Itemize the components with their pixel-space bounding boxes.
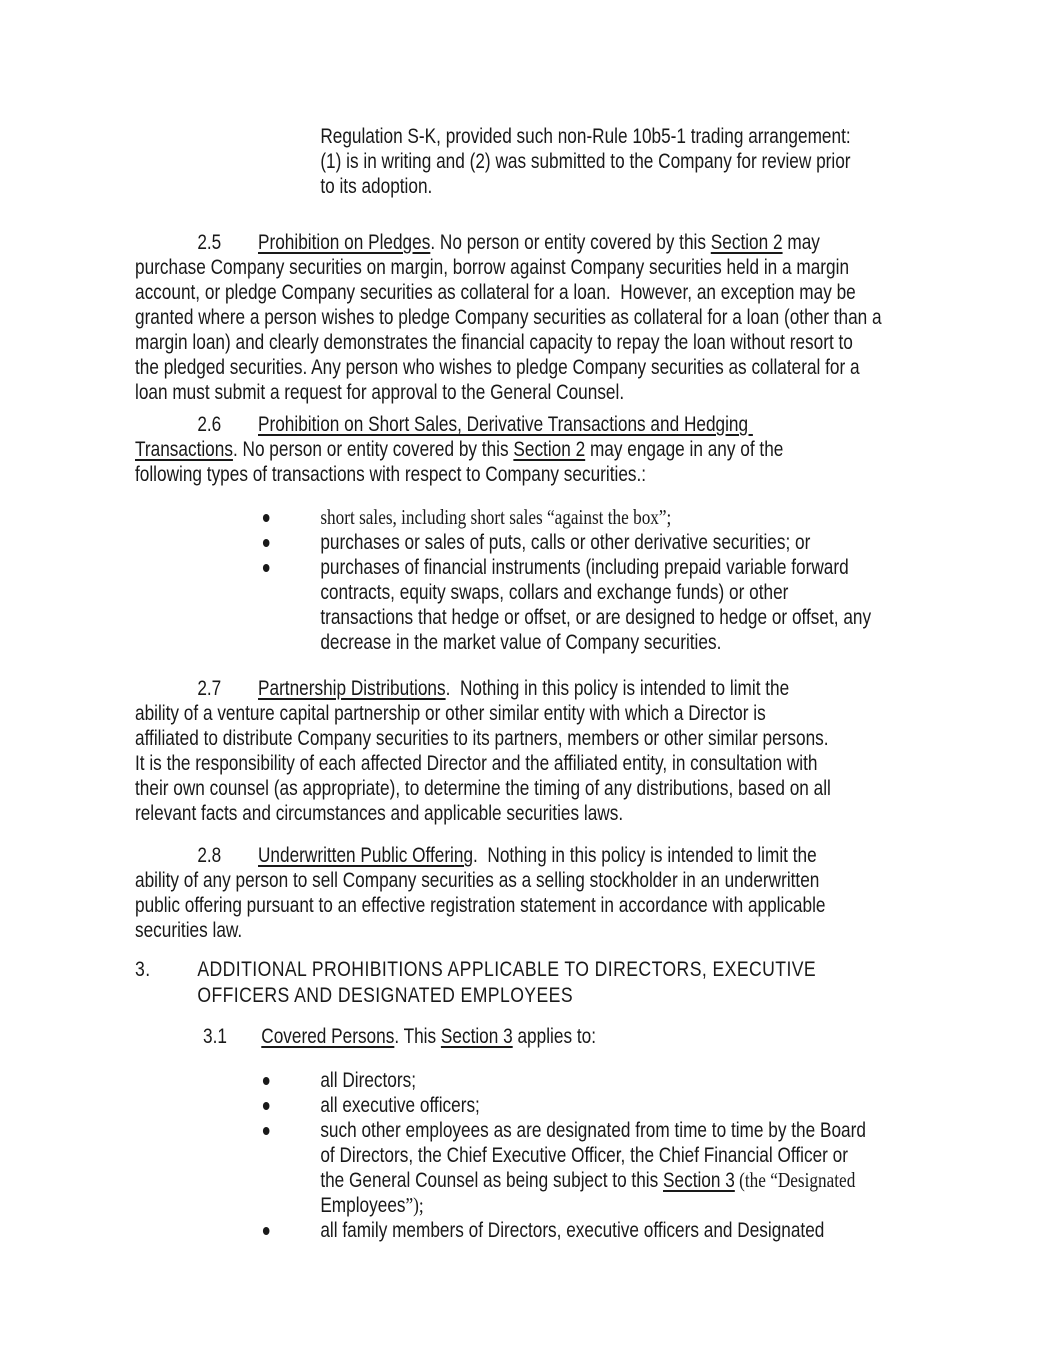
text-line [135,437,939,462]
text-line [320,1068,938,1093]
text-segment: . Nothing in this policy is intended to limit the [445,677,790,700]
text-segment: ability of a venture capital partnership or other similar entity with which a Director is [135,702,766,725]
text-line [135,868,939,893]
text-line [320,124,938,149]
text-line [135,1024,939,1049]
bullet-item [135,530,939,555]
text-line [135,305,939,330]
text-line [320,1193,938,1218]
text-segment: to its adoption. [320,175,433,198]
text-line [135,255,939,280]
text-segment: purchases or sales of puts, calls or other derivative securities; or [320,531,811,554]
text-line [135,355,939,380]
section-number: 2.7 [197,677,222,700]
text-line [135,330,939,355]
bullets-covered [135,1068,939,1243]
underlined-text: Section 3 [440,1025,513,1048]
text-line [135,893,939,918]
text-line [135,701,939,726]
text-line [135,462,939,487]
bullet-icon [263,539,270,547]
text-segment: purchase Company securities on margin, borrow against Company securities held in a margin [135,256,850,279]
text-segment: ”); [405,1193,424,1217]
section-number: 3.1 [203,1025,228,1048]
text-line [135,230,939,255]
text-segment: account, or pledge Company securities as collateral for a loan. However, an exception may be [135,281,856,304]
text-segment: (the “Designated [734,1168,856,1192]
text-line [320,1143,938,1168]
text-segment: granted where a person wishes to pledge Company securities as collateral for a loan (other than a [135,306,882,329]
bullet-icon [263,564,270,572]
bullet-icon [263,1227,270,1235]
text-line [135,726,939,751]
text-line [320,630,938,655]
text-line [320,1118,938,1143]
paragraph-s27 [135,676,939,826]
underlined-text: Covered Persons [261,1025,395,1048]
bullet-item [135,1068,939,1093]
text-line [135,776,939,801]
text-line [320,530,938,555]
section-number: 2.5 [197,231,222,254]
bullet-item [135,555,939,655]
section-number: 2.6 [197,413,222,436]
text-line [320,174,938,199]
text-line [320,605,938,630]
text-segment: such other employees as are designated from time to time by the Board [320,1119,866,1142]
text-segment: short sales, including short sales “against the box”; [320,505,672,529]
text-segment: all family members of Directors, executive officers and Designated [320,1219,825,1242]
bullets-hedging [135,505,939,655]
underlined-text: Underwritten Public Offering [258,844,474,867]
text-line [135,412,939,437]
text-segment: applies to: [512,1025,596,1048]
text-line [135,380,939,405]
bullet-icon [263,1077,270,1085]
text-line [320,149,938,174]
text-line [320,580,938,605]
underlined-text: Section 2 [710,231,783,254]
paragraph-s26 [135,412,939,487]
text-segment: ability of any person to sell Company securities as a selling stockholder in an underwritten [135,869,820,892]
text-segment: the pledged securities. Any person who wishes to pledge Company securities as collateral for a [135,356,860,379]
text-segment: contracts, equity swaps, collars and exchange funds) or other [320,581,789,604]
bullet-icon [263,514,270,522]
text-segment: purchases of financial instruments (including prepaid variable forward [320,556,849,579]
text-segment: loan must submit a request for approval to the General Counsel. [135,381,625,404]
text-segment: transactions that hedge or offset, or are designed to hedge or offset, any [320,606,872,629]
text-segment: their own counsel (as appropriate), to determine the timing of any distributions, based on all [135,777,831,800]
text-segment: . No person or entity covered by this [430,231,711,254]
text-line [135,918,939,943]
text-line [135,956,939,982]
underlined-text: Prohibition on Short Sales, Derivative Transactions and Hedging [258,413,753,436]
text-segment: may engage in any of the [585,438,784,461]
text-line [135,676,939,701]
document-body [135,124,939,1243]
text-segment: Employees [320,1194,406,1217]
paragraph-intro [135,124,939,199]
text-segment: all executive officers; [320,1094,480,1117]
text-segment: relevant facts and circumstances and applicable securities laws. [135,802,624,825]
paragraph-s3 [135,956,939,1008]
underlined-text: Prohibition on Pledges [258,231,431,254]
text-segment: . Nothing in this policy is intended to limit the [473,844,817,867]
text-segment: securities law. [135,919,243,942]
text-line [135,751,939,776]
text-segment: all Directors; [320,1069,417,1092]
text-segment: ADDITIONAL PROHIBITIONS APPLICABLE TO DIRECTORS, EXECUTIVE [197,957,817,981]
text-segment: OFFICERS AND DESIGNATED EMPLOYEES [197,983,573,1007]
paragraph-s31 [135,1024,939,1049]
text-line [135,843,939,868]
bullet-item [135,1118,939,1218]
section-number: 3. [135,957,151,981]
text-segment: decrease in the market value of Company securities. [320,631,722,654]
text-segment: may [782,231,820,254]
underlined-text: Section 2 [513,438,586,461]
text-segment: . No person or entity covered by this [232,438,514,461]
text-line [135,801,939,826]
underlined-text: Partnership Distributions [258,677,446,700]
text-line [320,1218,938,1243]
text-line [320,555,938,580]
text-segment: It is the responsibility of each affected Director and the affiliated entity, in consultation with [135,752,818,775]
text-segment: . This [394,1025,441,1048]
text-segment: affiliated to distribute Company securities to its partners, members or other similar persons. [135,727,829,750]
section-number: 2.8 [197,844,222,867]
underlined-text: Section 3 [663,1169,735,1192]
text-segment: Regulation S-K, provided such non-Rule 10b5-1 trading arrangement: [320,125,851,148]
text-segment: the General Counsel as being subject to this [320,1169,664,1192]
text-line [320,1168,938,1193]
text-segment: margin loan) and clearly demonstrates the financial capacity to repay the loan without resort to [135,331,853,354]
text-line [320,1093,938,1118]
bullet-item [135,1218,939,1243]
text-segment: of Directors, the Chief Executive Officer, the Chief Financial Officer or [320,1144,848,1167]
bullet-item [135,1093,939,1118]
paragraph-s28 [135,843,939,943]
bullet-icon [263,1127,270,1135]
bullet-icon [263,1102,270,1110]
paragraph-s25 [135,230,939,405]
underlined-text: Transactions [135,438,233,461]
text-segment: (1) is in writing and (2) was submitted to the Company for review prior [320,150,851,173]
text-line [320,505,938,530]
text-segment: public offering pursuant to an effective registration statement in accordance with applicable [135,894,826,917]
text-line [135,280,939,305]
bullet-item [135,505,939,530]
text-segment: following types of transactions with respect to Company securities.: [135,463,647,486]
text-line [135,982,939,1008]
